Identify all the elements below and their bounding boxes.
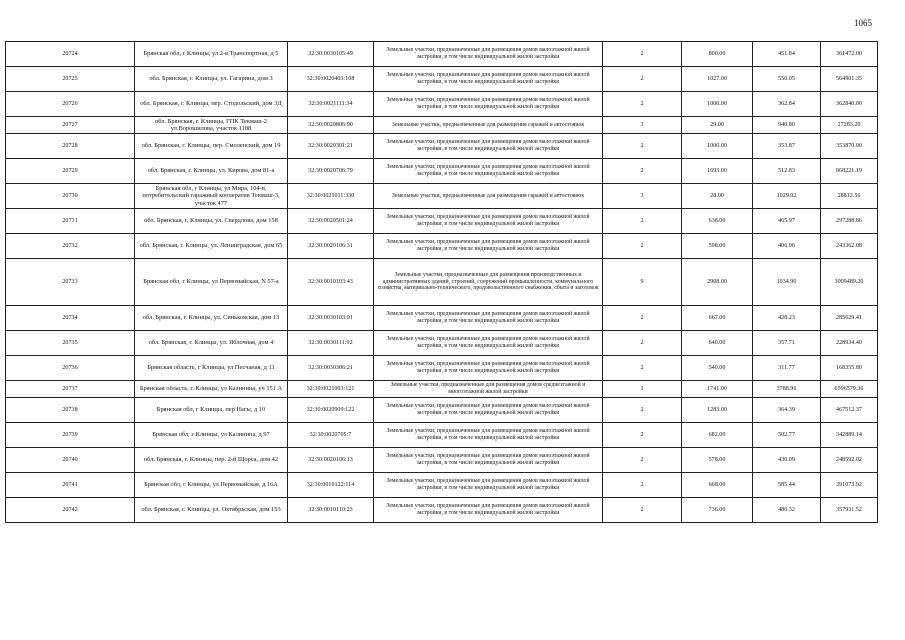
cadastral-value-cell: 297288.86 xyxy=(821,209,878,234)
cadastral-number-cell: 32:30:0020706:79 xyxy=(288,159,374,184)
area-cell: 1000.00 xyxy=(682,92,753,117)
cadastral-value-cell: 228934.40 xyxy=(821,331,878,356)
address-cell: обл. Брянская, г. Клинцы, пер. Стодольский, дом 3Д xyxy=(135,92,288,117)
specific-value-cell: 3788.96 xyxy=(753,381,821,398)
cadastral-number-cell: 32:30:0020909:122 xyxy=(288,398,374,423)
cadastral-number-cell: 32:30:0020806:90 xyxy=(288,117,374,134)
table-row xyxy=(6,234,878,259)
cadastral-value-cell: 243362.08 xyxy=(821,234,878,259)
specific-value-cell: 585.44 xyxy=(753,473,821,498)
table-row xyxy=(6,331,878,356)
use-group-cell: 3 xyxy=(603,117,682,134)
cadastral-number-cell: 32:30:0020403:108 xyxy=(288,67,374,92)
use-group-cell: 2 xyxy=(603,234,682,259)
area-cell: 1283.00 xyxy=(682,398,753,423)
row-number-cell: 20739 xyxy=(6,423,135,448)
cadastral-number-cell: 32:30:0030103:91 xyxy=(288,306,374,331)
row-number-cell: 20736 xyxy=(6,356,135,381)
address-cell: обл. Брянская, г. Клинцы, ул. Кирова, дом 81-а xyxy=(135,159,288,184)
area-cell: 682.00 xyxy=(682,423,753,448)
use-group-cell: 2 xyxy=(603,448,682,473)
cadastral-value-cell: 564901.35 xyxy=(821,67,878,92)
address-cell: Брянская обл, г Клинцы, ул Первомайская, д 16А xyxy=(135,473,288,498)
area-cell: 598.00 xyxy=(682,234,753,259)
cadastral-number-cell: 32:30:0020106:13 xyxy=(288,448,374,473)
cadastral-number-cell: 32:30:0010103:43 xyxy=(288,259,374,306)
table-row xyxy=(6,448,878,473)
table-row xyxy=(6,42,878,67)
area-cell: 1693.00 xyxy=(682,159,753,184)
cadastral-number-cell: 32:30:0021011:330 xyxy=(288,184,374,209)
use-group-cell: 2 xyxy=(603,209,682,234)
address-cell: обл. Брянская, г. Клинцы, ул. Свердлова, дом 158 xyxy=(135,209,288,234)
cadastral-number-cell: 32:30:0020501:24 xyxy=(288,209,374,234)
table-row xyxy=(6,67,878,92)
row-number-cell: 20731 xyxy=(6,209,135,234)
land-use-cell: Земельные участки, предназначенные для размещения домов среднеэтажной и многоэтажной жилой застройки xyxy=(374,381,603,398)
page-number: 1065 xyxy=(854,18,872,28)
cadastral-value-cell: 285629.41 xyxy=(821,306,878,331)
cadastral-value-table xyxy=(5,41,878,523)
use-group-cell: 2 xyxy=(603,473,682,498)
cadastral-value-cell: 391073.92 xyxy=(821,473,878,498)
area-cell: 1000.00 xyxy=(682,134,753,159)
area-cell: 1027.00 xyxy=(682,67,753,92)
cadastral-value-cell: 342889.14 xyxy=(821,423,878,448)
cadastral-number-cell: 32:30:0030306:21 xyxy=(288,356,374,381)
address-cell: Брянская обл, г Клинцы, ул Калинина, д 97 xyxy=(135,423,288,448)
address-cell: обл. Брянская, г. Клинцы, пер. 2-й Щорса, дом 42 xyxy=(135,448,288,473)
specific-value-cell: 353.87 xyxy=(753,134,821,159)
row-number-cell: 20742 xyxy=(6,498,135,523)
row-number-cell: 20727 xyxy=(6,117,135,134)
cadastral-value-cell: 362840.00 xyxy=(821,92,878,117)
table-row xyxy=(6,209,878,234)
cadastral-number-cell: 32:30:0030105:49 xyxy=(288,42,374,67)
address-cell: обл. Брянская, г. Клинцы, ГПК Текмаш-2 ул.Ворошилова, участок 1188 xyxy=(135,117,288,134)
use-group-cell: 1 xyxy=(603,381,682,398)
area-cell: 28.00 xyxy=(682,184,753,209)
land-use-cell: Земельные участки, предназначенные для размещения домов малоэтажной жилой застройки, в том числе индивидуальной жилой застройки xyxy=(374,209,603,234)
cadastral-number-cell: 32:30:0010122:114 xyxy=(288,473,374,498)
address-cell: обл. Брянская, г. Клинцы, пер. Смоленский, дом 19 xyxy=(135,134,288,159)
cadastral-value-cell: 357931.52 xyxy=(821,498,878,523)
cadastral-value-cell: 353870.00 xyxy=(821,134,878,159)
use-group-cell: 2 xyxy=(603,92,682,117)
cadastral-value-cell: 467512.37 xyxy=(821,398,878,423)
specific-value-cell: 940.80 xyxy=(753,117,821,134)
land-use-cell: Земельные участки, предназначенные для размещения домов малоэтажной жилой застройки, в том числе индивидуальной жилой застройки xyxy=(374,92,603,117)
table-row xyxy=(6,306,878,331)
area-cell: 578.00 xyxy=(682,448,753,473)
area-cell: 640.00 xyxy=(682,331,753,356)
land-use-cell: Земельные участки, предназначенные для размещения гаражей и автостоянок xyxy=(374,117,603,134)
specific-value-cell: 502.77 xyxy=(753,423,821,448)
specific-value-cell: 512.83 xyxy=(753,159,821,184)
cadastral-number-cell: 32:30:0030111:92 xyxy=(288,331,374,356)
table-row xyxy=(6,259,878,306)
land-use-cell: Земельные участки, предназначенные для размещения домов малоэтажной жилой застройки, в том числе индивидуальной жилой застройки xyxy=(374,331,603,356)
use-group-cell: 9 xyxy=(603,259,682,306)
area-cell: 667.00 xyxy=(682,306,753,331)
row-number-cell: 20737 xyxy=(6,381,135,398)
specific-value-cell: 1034.90 xyxy=(753,259,821,306)
row-number-cell: 20730 xyxy=(6,184,135,209)
area-cell: 638.00 xyxy=(682,209,753,234)
use-group-cell: 2 xyxy=(603,42,682,67)
land-use-cell: Земельные участки, предназначенные для размещения домов малоэтажной жилой застройки, в том числе индивидуальной жилой застройки xyxy=(374,498,603,523)
area-cell: 736.00 xyxy=(682,498,753,523)
land-use-cell: Земельные участки, предназначенные для размещения домов малоэтажной жилой застройки, в том числе индивидуальной жилой застройки xyxy=(374,67,603,92)
cadastral-number-cell: 32:30:0021111:34 xyxy=(288,92,374,117)
use-group-cell: 2 xyxy=(603,423,682,448)
row-number-cell: 20740 xyxy=(6,448,135,473)
area-cell: 1741.00 xyxy=(682,381,753,398)
row-number-cell: 20728 xyxy=(6,134,135,159)
address-cell: обл. Брянская, г. Клинцы, ул. Октябрьская, дом 153 xyxy=(135,498,288,523)
address-cell: Брянская область, г Клинцы, ул Песчаная, д 11 xyxy=(135,356,288,381)
land-use-cell: Земельные участки, предназначенные для размещения домов малоэтажной жилой застройки, в том числе индивидуальной жилой застройки xyxy=(374,473,603,498)
address-cell: обл. Брянская, г. Клинцы, ул. Ленинградская, дом 65 xyxy=(135,234,288,259)
table-row xyxy=(6,356,878,381)
use-group-cell: 2 xyxy=(603,331,682,356)
row-number-cell: 20729 xyxy=(6,159,135,184)
cadastral-value-cell: 248592.02 xyxy=(821,448,878,473)
specific-value-cell: 451.84 xyxy=(753,42,821,67)
row-number-cell: 20725 xyxy=(6,67,135,92)
specific-value-cell: 486.32 xyxy=(753,498,821,523)
cadastral-number-cell: 32:30:0020106:31 xyxy=(288,234,374,259)
land-use-cell: Земельные участки, предназначенные для размещения гаражей и автостоянок xyxy=(374,184,603,209)
use-group-cell: 2 xyxy=(603,498,682,523)
address-cell: обл. Брянская, г. Клинцы, ул. Синьковская, дом 13 xyxy=(135,306,288,331)
table-row xyxy=(6,92,878,117)
table-row xyxy=(6,381,878,398)
land-use-cell: Земельные участки, предназначенные для размещения домов малоэтажной жилой застройки, в том числе индивидуальной жилой застройки xyxy=(374,234,603,259)
table-row xyxy=(6,117,878,134)
cadastral-number-cell: 32:30:0021003:121 xyxy=(288,381,374,398)
table-row xyxy=(6,423,878,448)
land-use-cell: Земельные участки, предназначенные для размещения домов малоэтажной жилой застройки, в том числе индивидуальной жилой застройки xyxy=(374,448,603,473)
address-cell: Брянская обл, г Клинцы, пер Нагы, д 10 xyxy=(135,398,288,423)
land-use-cell: Земельные участки, предназначенные для размещения домов малоэтажной жилой застройки, в том числе индивидуальной жилой застройки xyxy=(374,356,603,381)
cadastral-value-cell: 168355.80 xyxy=(821,356,878,381)
land-use-cell: Земельные участки, предназначенные для размещения домов малоэтажной жилой застройки, в том числе индивидуальной жилой застройки xyxy=(374,134,603,159)
use-group-cell: 2 xyxy=(603,306,682,331)
land-use-cell: Земельные участки, предназначенные для размещения домов малоэтажной жилой застройки, в том числе индивидуальной жилой застройки xyxy=(374,398,603,423)
land-use-cell: Земельные участки, предназначенные для размещения домов малоэтажной жилой застройки, в том числе индивидуальной жилой застройки xyxy=(374,423,603,448)
use-group-cell: 2 xyxy=(603,67,682,92)
cadastral-value-cell: 6596579.36 xyxy=(821,381,878,398)
land-use-cell: Земельные участки, предназначенные для размещения производственных и административных зданий, строений, сооружений промышленности, коммунального хозяйства, материально-технического, продовольственного снабжения, сбыта и заготовок xyxy=(374,259,603,306)
address-cell: обл. Брянская, г. Клинцы, ул. Гагарина, дом 3 xyxy=(135,67,288,92)
land-use-cell: Земельные участки, предназначенные для размещения домов малоэтажной жилой застройки, в том числе индивидуальной жилой застройки xyxy=(374,306,603,331)
table-row xyxy=(6,398,878,423)
area-cell: 2908.00 xyxy=(682,259,753,306)
cadastral-number-cell: 32:30:0020705:7 xyxy=(288,423,374,448)
cadastral-number-cell: 32:30:0010110:23 xyxy=(288,498,374,523)
address-cell: Брянская обл, г Клинцы, ул Первомайская, N 57-а xyxy=(135,259,288,306)
row-number-cell: 20741 xyxy=(6,473,135,498)
address-cell: Брянская обл, г Клинцы, ул Мира, 104-в, потребительский гаражный кооператив Текмаш-3, участок 477 xyxy=(135,184,288,209)
land-use-cell: Земельные участки, предназначенные для размещения домов малоэтажной жилой застройки, в том числе индивидуальной жилой застройки xyxy=(374,42,603,67)
use-group-cell: 2 xyxy=(603,398,682,423)
use-group-cell: 2 xyxy=(603,134,682,159)
specific-value-cell: 362.84 xyxy=(753,92,821,117)
table-row xyxy=(6,134,878,159)
area-cell: 540.00 xyxy=(682,356,753,381)
address-cell: Брянская область, г. Клинцы, ул Калинина, уч 151 А xyxy=(135,381,288,398)
table-row xyxy=(6,473,878,498)
table-row xyxy=(6,498,878,523)
area-cell: 800.00 xyxy=(682,42,753,67)
land-use-cell: Земельные участки, предназначенные для размещения домов малоэтажной жилой застройки, в том числе индивидуальной жилой застройки xyxy=(374,159,603,184)
specific-value-cell: 311.77 xyxy=(753,356,821,381)
cadastral-value-cell: 27283.20 xyxy=(821,117,878,134)
specific-value-cell: 430.09 xyxy=(753,448,821,473)
cadastral-value-cell: 361472.00 xyxy=(821,42,878,67)
specific-value-cell: 428.23 xyxy=(753,306,821,331)
row-number-cell: 20733 xyxy=(6,259,135,306)
row-number-cell: 20738 xyxy=(6,398,135,423)
use-group-cell: 2 xyxy=(603,159,682,184)
row-number-cell: 20724 xyxy=(6,42,135,67)
table-row xyxy=(6,159,878,184)
row-number-cell: 20732 xyxy=(6,234,135,259)
specific-value-cell: 364.39 xyxy=(753,398,821,423)
area-cell: 29.00 xyxy=(682,117,753,134)
cadastral-value-cell: 3009489.20 xyxy=(821,259,878,306)
row-number-cell: 20735 xyxy=(6,331,135,356)
specific-value-cell: 550.05 xyxy=(753,67,821,92)
specific-value-cell: 357.71 xyxy=(753,331,821,356)
address-cell: Брянская обл, г Клинцы, ул 2-я Транспортная, д 5 xyxy=(135,42,288,67)
specific-value-cell: 1029.02 xyxy=(753,184,821,209)
specific-value-cell: 465.97 xyxy=(753,209,821,234)
row-number-cell: 20734 xyxy=(6,306,135,331)
table-body xyxy=(6,42,878,523)
address-cell: обл. Брянская, г. Клинцы, ул. Яблочная, дом 4 xyxy=(135,331,288,356)
use-group-cell: 2 xyxy=(603,356,682,381)
cadastral-value-cell: 868221.19 xyxy=(821,159,878,184)
area-cell: 668.00 xyxy=(682,473,753,498)
cadastral-value-cell: 28812.56 xyxy=(821,184,878,209)
cadastral-number-cell: 32:30:0020301:21 xyxy=(288,134,374,159)
row-number-cell: 20726 xyxy=(6,92,135,117)
specific-value-cell: 406.96 xyxy=(753,234,821,259)
table-row xyxy=(6,184,878,209)
use-group-cell: 3 xyxy=(603,184,682,209)
